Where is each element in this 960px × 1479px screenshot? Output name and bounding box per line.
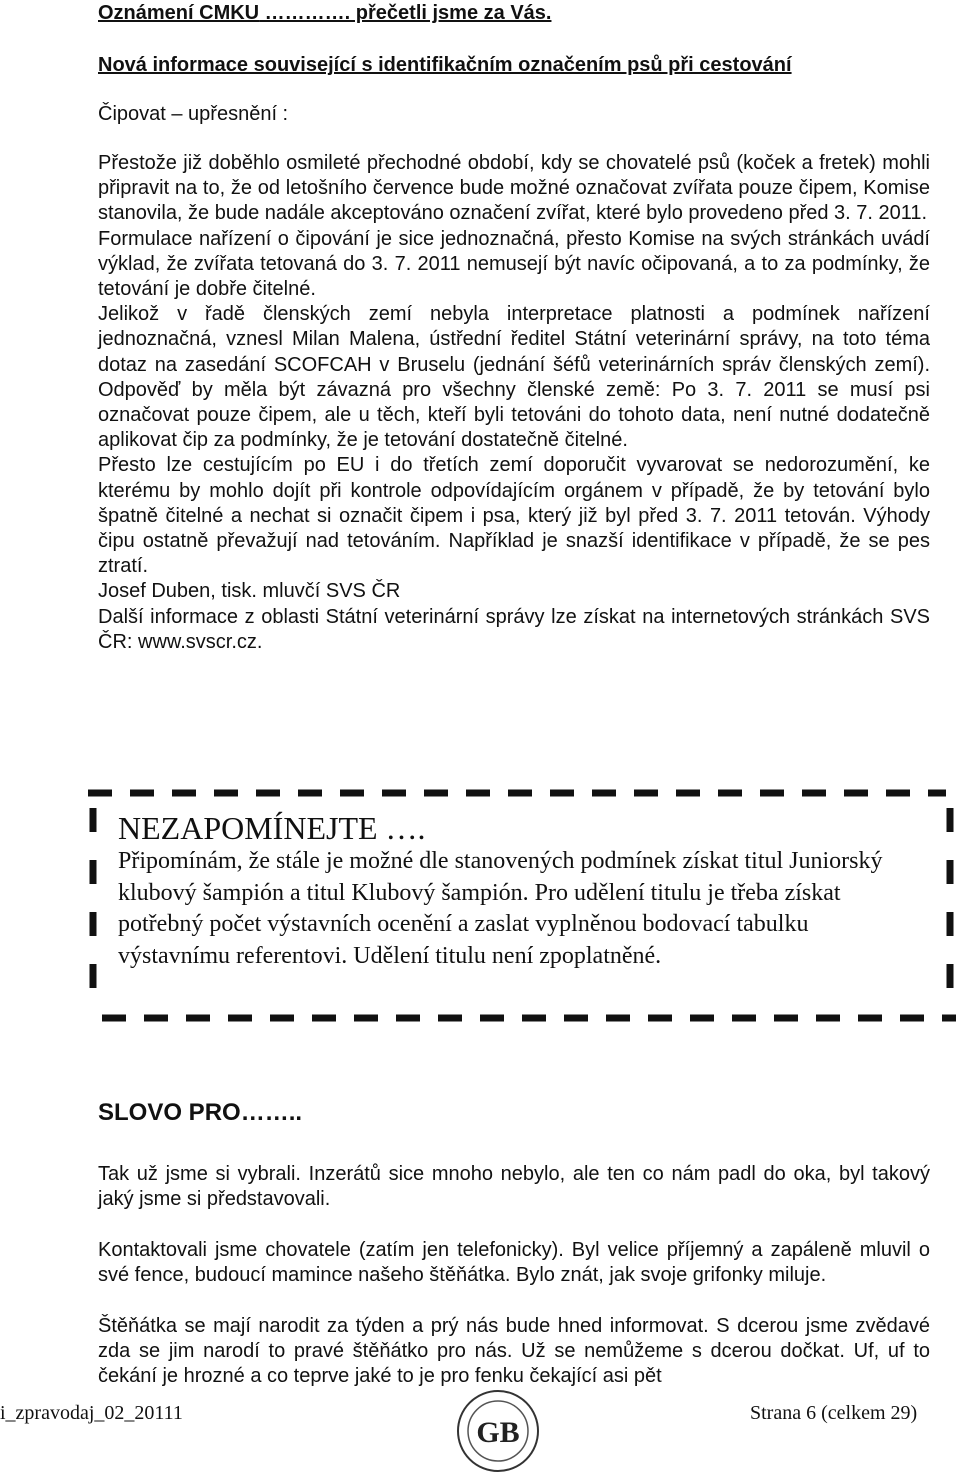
section-paragraph: Štěňátka se mají narodit za týden a prý nás bude hned informovat. S dcerou jsme zvědavé zda se jim narodí to pravé štěňátko pro nás. Už se nemůžeme s dcerou dočkat. Uf, uf to čekání je hrozné a co teprve jaké to je pro fenku čekající asi pět xyxy=(98,1315,930,1388)
section-paragraph: Kontaktovali jsme chovatele (zatím jen telefonicky). Byl velice příjemný a zapáleně mluvil o své fence, budoucí mamince našeho štěňátka. Bylo znát, jak svoje grifonky miluje. xyxy=(98,1239,930,1287)
article-signature: Josef Duben, tisk. mluvčí SVS ČR xyxy=(98,580,401,603)
header-title xyxy=(98,0,551,26)
article-paragraph: Další informace z oblasti Státní veterinární správy lze získat na internetových stránkách SVS ČR: www.svscr.cz. xyxy=(98,605,930,653)
section-paragraph: Tak už jsme si vybrali. Inzerátů sice mnoho nebylo, ale ten co nám padl do oka, byl takový jaký jsme si představovali. xyxy=(98,1163,930,1211)
notice-title: NEZAPOMÍNEJTE …. xyxy=(118,810,426,846)
footer-filename: i_zpravodaj_02_20111 xyxy=(0,1402,183,1424)
header-title-part2: …………. přečetli jsme za Vás. xyxy=(259,2,552,24)
footer-page-number: Strana 6 (celkem 29) xyxy=(750,1402,918,1424)
notice-box xyxy=(88,788,958,1028)
article-body xyxy=(98,151,930,655)
seal-letters: GB xyxy=(476,1416,520,1449)
article-paragraph: Přestože již doběhlo osmileté přechodné období, kdy se chovatelé psů (koček a fretek) mohli připravit na to, že od letošního července bude možné označovat zvířata pouze čipem, Komise stanovila, že bude nadále akceptováno označení zvířat, které bylo provedeno před 3. 7. 2011. xyxy=(98,152,930,225)
section-heading: SLOVO PRO…….. xyxy=(98,1099,303,1126)
article-headline: Nová informace související s identifikačním označením psů při cestování xyxy=(98,54,792,76)
header-title-part1: Oznámení CMKU xyxy=(98,2,260,24)
article-paragraph: Jelikož v řadě členských zemí nebyla interpretace platnosti a podmínek nařízení jednoznačná, vznesl Milan Malena, ústřední ředitel Státní veterinární správy, na toto téma dotaz na zasedání SCOFCAH v Bruselu (jednání šéfů veterinárních správ členských zemí). Odpověď by měla být závazná pro všechny členské země: Po 3. 7. 2011 se musí psi označovat pouze čipem, ale u těch, kteří byli tetováni do tohoto data, není nutné dodatečně aplikovat čip za podmínky, že je tetování dostatečně čitelné. xyxy=(98,303,930,452)
notice-text: Připomínám, že stále je možné dle stanovených podmínek získat titul Juniorský klubový šampión a titul Klubový šampión. Pro udělení titulu je třeba získat potřebný počet výstavních ocenění a zaslat vyplněnou bodovací tabulku výstavnímu referentovi. Udělení titulu není zpoplatněné. xyxy=(118,848,883,969)
article-paragraph: Formulace nařízení o čipování je sice jednoznačná, přesto Komise na svých stránkách uvádí výklad, že zvířata tetovaná do 3. 7. 2011 nemusejí být navíc očipovaná, a to za podmínky, že tetování je dobře čitelné. xyxy=(98,227,930,301)
article-subheading: Čipovat – upřesnění : xyxy=(98,103,289,125)
club-seal-logo xyxy=(448,1388,548,1474)
article-paragraph: Přesto lze cestujícím po EU i do třetích zemí doporučit vyvarovat se nedorozumění, ke kterému by mohlo dojít při kontrole odpovídajícím orgánem v případě, že by tetování bylo špatně čitelné a nechat si označit čipem i psa, který již byl před 3. 7. 2011 tetován. Výhody čipu ostatně převažují nad tetováním. Například je snazší identifikace v případě, že se pes ztratí. xyxy=(98,454,930,578)
